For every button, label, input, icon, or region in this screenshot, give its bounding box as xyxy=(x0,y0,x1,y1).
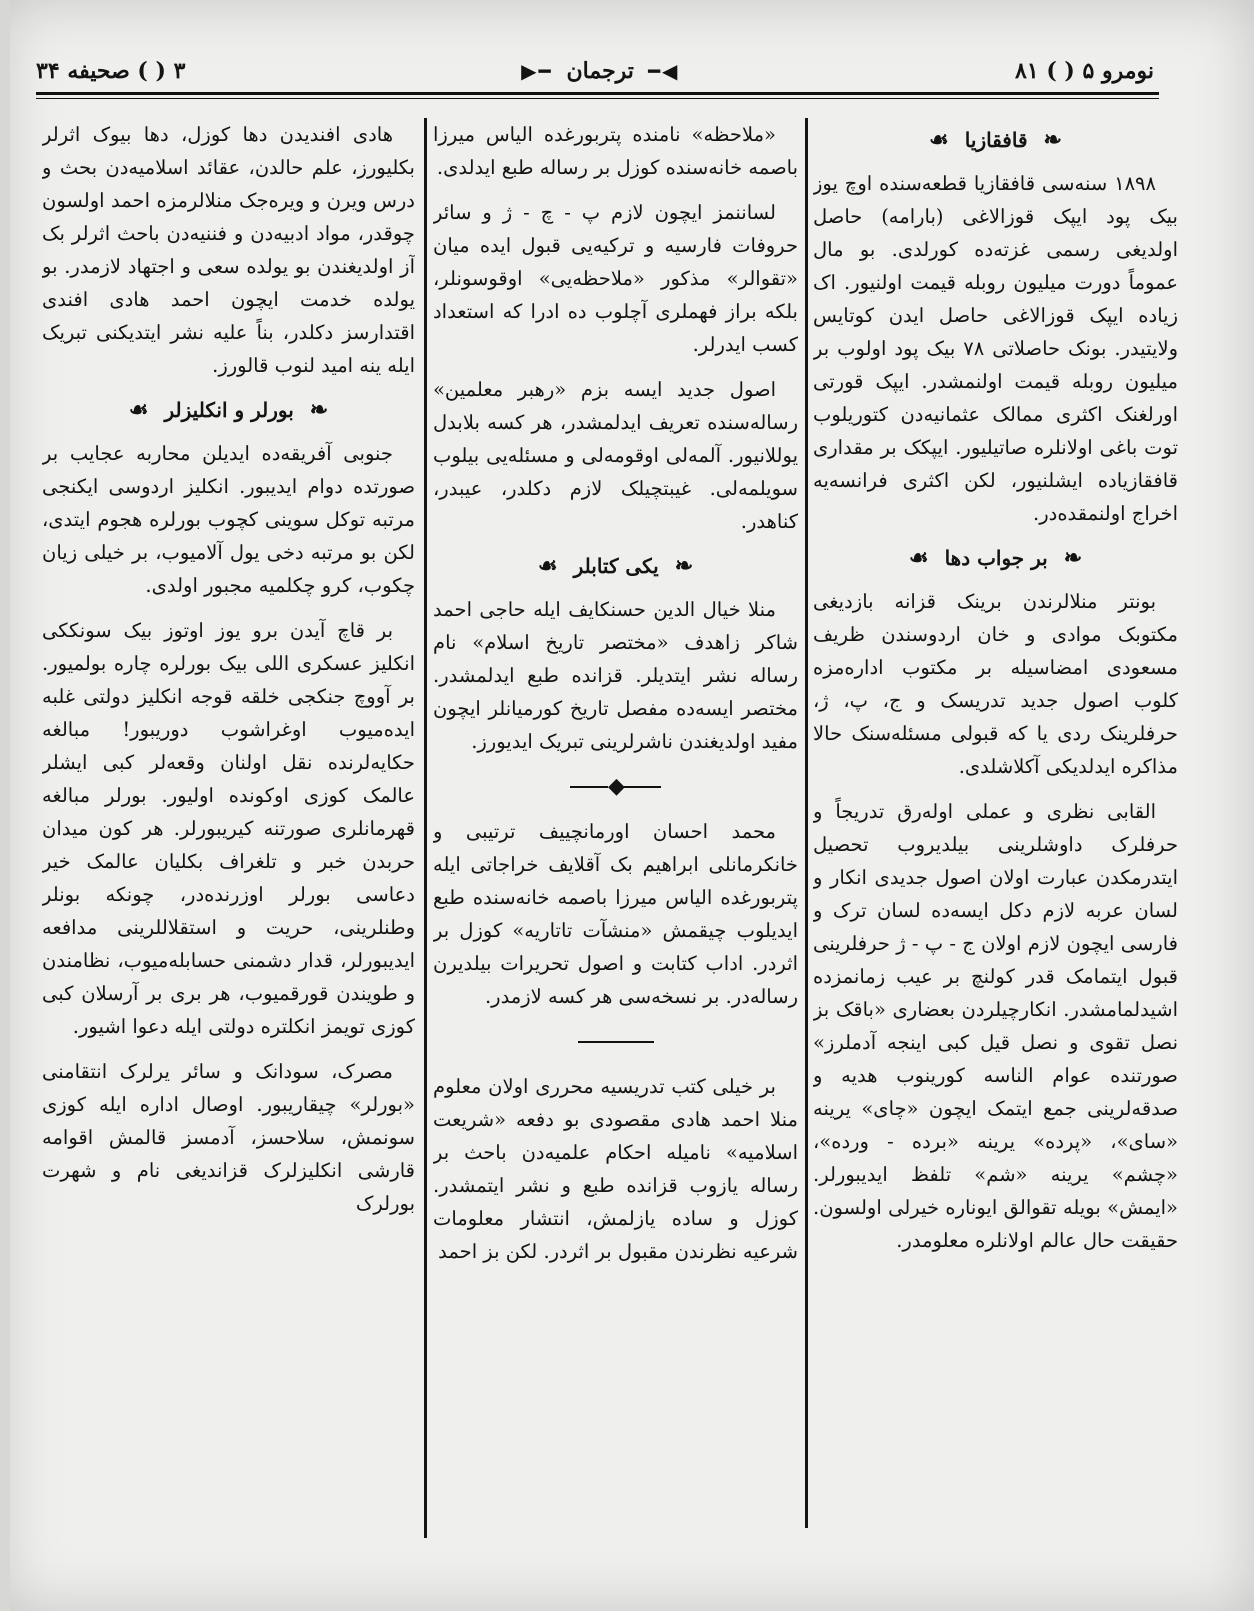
ornament-icon: ☙ xyxy=(128,397,149,423)
ornament-icon: ☙ xyxy=(929,127,949,153)
ornament-icon: ❧ xyxy=(309,397,329,423)
newspaper-title: ترجمان xyxy=(566,58,634,84)
article-paragraph: منلا خیال الدین حسنکایف ایله حاجی احمد شاکر زاهدف «مختصر تاریخ اسلام» نام رساله نشر ایتدیلر. قزانده طبع ایدلمشدر. مختصر ایسه‌ده مفصل تاریخ کورمیانلر ایچون مفید اولدیغندن ناشرلرینی تبریک ایدیورز. xyxy=(433,598,798,753)
section-heading xyxy=(42,394,415,427)
page-edge xyxy=(0,0,10,1611)
article-paragraph: مصرک، سودانک و سائر یرلرک انتقامنی «بورلر» چیقاریبور. اوصال اداره ایله کوزی سونمش، سلاحسز، آدمسز قالمش اقوامه قارشی انکلیزلرک قزاندیغی نام و شهرت بورلرک xyxy=(42,1060,415,1215)
section-heading xyxy=(433,550,798,583)
heading-text: بر جواب دها xyxy=(944,546,1048,570)
article-paragraph: «ملاحظه» نامنده پتربورغده الیاس میرزا باصمه خانه‌سنده کوزل بر رساله طبع ایدلدی. xyxy=(433,123,798,179)
column-left xyxy=(42,118,415,1578)
separator xyxy=(433,770,798,803)
article-paragraph: بر خیلی کتب تدریسیه محرری اولان معلوم منلا احمد هادی مقصودی بو دفعه «شریعت اسلامیه» نامیله احکام علمیه‌دن باحث بر رساله یازوب قزانده طبع و نشر ایتمشدر. کوزل و ساده یازلمش، انتشار معلومات شرعیه نظرندن مقبول بر اثردر. لکن بز احمد xyxy=(433,1075,798,1263)
article-paragraph: جنوبی آفریقه‌ده ایدیلن محاربه عجایب بر صورتده دوام ایدیبور. انکلیز اردوسی ایکنجی مرتبه توکل سوینی کچوب بورلره هجوم ایتدی، لکن بو مرتبه دخی یول آلامیوب، بر خیلی زیان چکوب، کرو چکلمیه مجبور اولدی. xyxy=(42,442,415,597)
header-rule xyxy=(36,92,1159,95)
title-block xyxy=(521,58,679,84)
article-paragraph: لساننمز ایچون لازم پ - چ - ژ و سائر حروفات فارسیه و ترکیه‌یی قبول ایده میان «تقوالر» مذکور «ملاحظه‌یی» اوقوسونلر، بلکه براز فهملری آچلوب ده ادرا که استعداد کسب ایدرلر. xyxy=(433,201,798,356)
ornament-icon: ❧ xyxy=(1063,545,1083,571)
ornament-icon: ☙ xyxy=(908,545,929,571)
article-paragraph: ۱۸۹۸ سنه‌سی قافقازیا قطعه‌سنده اوچ یوز بیک پود ایپک قوزالاغی (بارامه) حاصل اولدیغی رسمی غزته‌ده کورلدی. بو مال عموماً دورت میلیون روبله قیمت اولنیور. اک زیاده ایپک قوزالاغی حاصل ایدن کوتایس ولایتیدر. بونک حاصلاتی ۷۸ بیک پود اولوب بر میلیون روبله قیمت اولنمشدر. ایپک قورتی اورلغنک اکثری ممالک عثمانیه‌دن کتوریلوب توت باغی اولانلره صاتیلیور. ایپکک بر مقداری قافقازیاده ایشلنیور، لکن اکثری فرانسه‌یه اخراج اولنمقده‌در. xyxy=(813,172,1178,525)
separator xyxy=(433,1025,798,1058)
issue-number: نومرو ۵ ( ) ۸۱ xyxy=(1015,58,1154,84)
article-paragraph: القابی نظری و عملی اوله‌رق تدریجاً و حرفلرک داوشلرینی بیلدیروب تحصیل ایتدرمکدن عبارت اولان اصول جدیدی انکار و لسان عربه لازم دکل ایسه‌ده لسان ترک و فارسی ایچون لازم اولان ج - پ - ژ حرفلرینی قبول ایتمامک قدر کولنچ بر عیب زمانمزده اشیدلمامشدر. انکارچیلردن بعضاری «باقک بز نصل تقوی و نصل قیل کبی اینجه آدملرز» صورتنده عوام الناسه کورینوب هدیه و صدقه‌لرینی جمع ایتمک ایچون «چای» یرینه «سای»، «پرده» یرینه «برده - ورده»، «چشم» یرینه «شم» تلفظ ایدیبورلر. «ایمش» بویله تقوالق ایوناره خیرلی اولسون. حقیقت حال عالم اولانلره معلومدر. xyxy=(813,800,1178,1252)
ornament-icon: ❧ xyxy=(1043,127,1062,153)
diamond-icon: ◆ xyxy=(608,774,623,799)
heading-text: قافقازیا xyxy=(964,128,1028,152)
article-paragraph: هادی افندیدن دها کوزل، دها بیوک اثرلر بکلیورز، علم حالدن، عقائد اسلامیه‌دن بحث و درس ویرن و ویره‌جک منلالرمزه احمد اولسون چوقدر، مواد ادبیه‌دن و فننیه‌دن باحث اثرلر بک آز اولدیغندن بو یولده سعی و اجتهاد لازمدر. بو یولده خدمت ایچون احمد هادی افندی اقتدارسز دکلدر، بناً علیه نشر ایتدیکنی تبریک ایله ینه امید لنوب قالورز. xyxy=(42,123,415,377)
article-paragraph: بر قاچ آیدن برو یوز اوتوز بیک سونککی انکلیز عسکری اللی بیک بورلره چاره بولمیور. بر آووچ جنکجی خلقه قوجه انکلیز دولتی غلبه ایده‌میوب اوغراشوب دوریبور! مبالغه حکایه‌لرنده نقل اولنان وقعه‌لر کبی ایشلر عالمک کوزی اوکونده اولیور. بورلر مبالغه قهرمانلری صورتنه کیریبورلر. هر کون میدان حربدن خبر و تلغراف بکلیان عالمک خیر دعاسی بورلر اوزرنده‌در، چونکه بونلر وطنلرینی، حریت و استقلاللرینی مدافعه ایدیبورلر، قدار دشمنی حسابله‌میوب، نظامندن و طویندن قورقمیوب، هر بری بر آرسلان کبی کوزی تویمز انکلتره دولتی ایله دعوا اشیور. xyxy=(42,619,415,1038)
heading-text: بورلر و انکلیزلر xyxy=(164,398,294,422)
heading-text: یکی کتابلر xyxy=(573,554,659,578)
column-right xyxy=(813,118,1178,1578)
section-heading xyxy=(813,542,1178,575)
ornament-icon: ☙ xyxy=(537,553,558,579)
ornament-icon: ◀━ xyxy=(647,59,680,83)
ornament-icon: ❧ xyxy=(674,553,694,579)
header-rule-thin xyxy=(36,98,1159,99)
article-paragraph: محمد احسان اورمانچییف ترتیبی و خانکرمانلی ابراهیم بک آقلایف خراجاتی ایله پتربورغده الیاس میرزا باصمه خانه‌سنده طبع ایدیلوب چیقمش «منشآت تاتاریه» کوزل بر اثردر. اداب کتابت و اصول تحریرات بیلدیرن رساله‌در. بر نسخه‌سی هر کسه لازمدر. xyxy=(433,820,798,1008)
page-number: ۳ ( ) صحیفه ۳۴ xyxy=(36,58,186,84)
masthead xyxy=(36,52,1154,90)
article-paragraph: بونتر منلالرندن برینک قزانه بازدیغی مکتوبک موادی و خان اردوسندن ظریف مسعودی امضاسیله بر مکتوب اداره‌مزه کلوب اصول جدید تدریسک و ج، پ، ژ، حرفلرینک ردی یا که قبولی مسئله‌سنک حالا مذاکره ایدلدیکی آکلاشلدی. xyxy=(813,590,1178,778)
ornament-icon: ━▶ xyxy=(521,59,553,83)
column-middle xyxy=(433,118,798,1578)
column-divider xyxy=(424,118,427,1538)
section-heading xyxy=(813,124,1178,157)
article-paragraph: اصول جدید ایسه بزم «رهبر معلمین» رساله‌سنده تعریف ایدلمشدر، هر کسه بلابدل یوللانیور. آلمه‌لی اوقومه‌لی و مسئله‌یی بیلوب سویلمه‌لی. غیبتچیلک لازم دکلدر، عیبدر، کناهدر. xyxy=(433,378,798,533)
column-divider xyxy=(805,118,808,1528)
